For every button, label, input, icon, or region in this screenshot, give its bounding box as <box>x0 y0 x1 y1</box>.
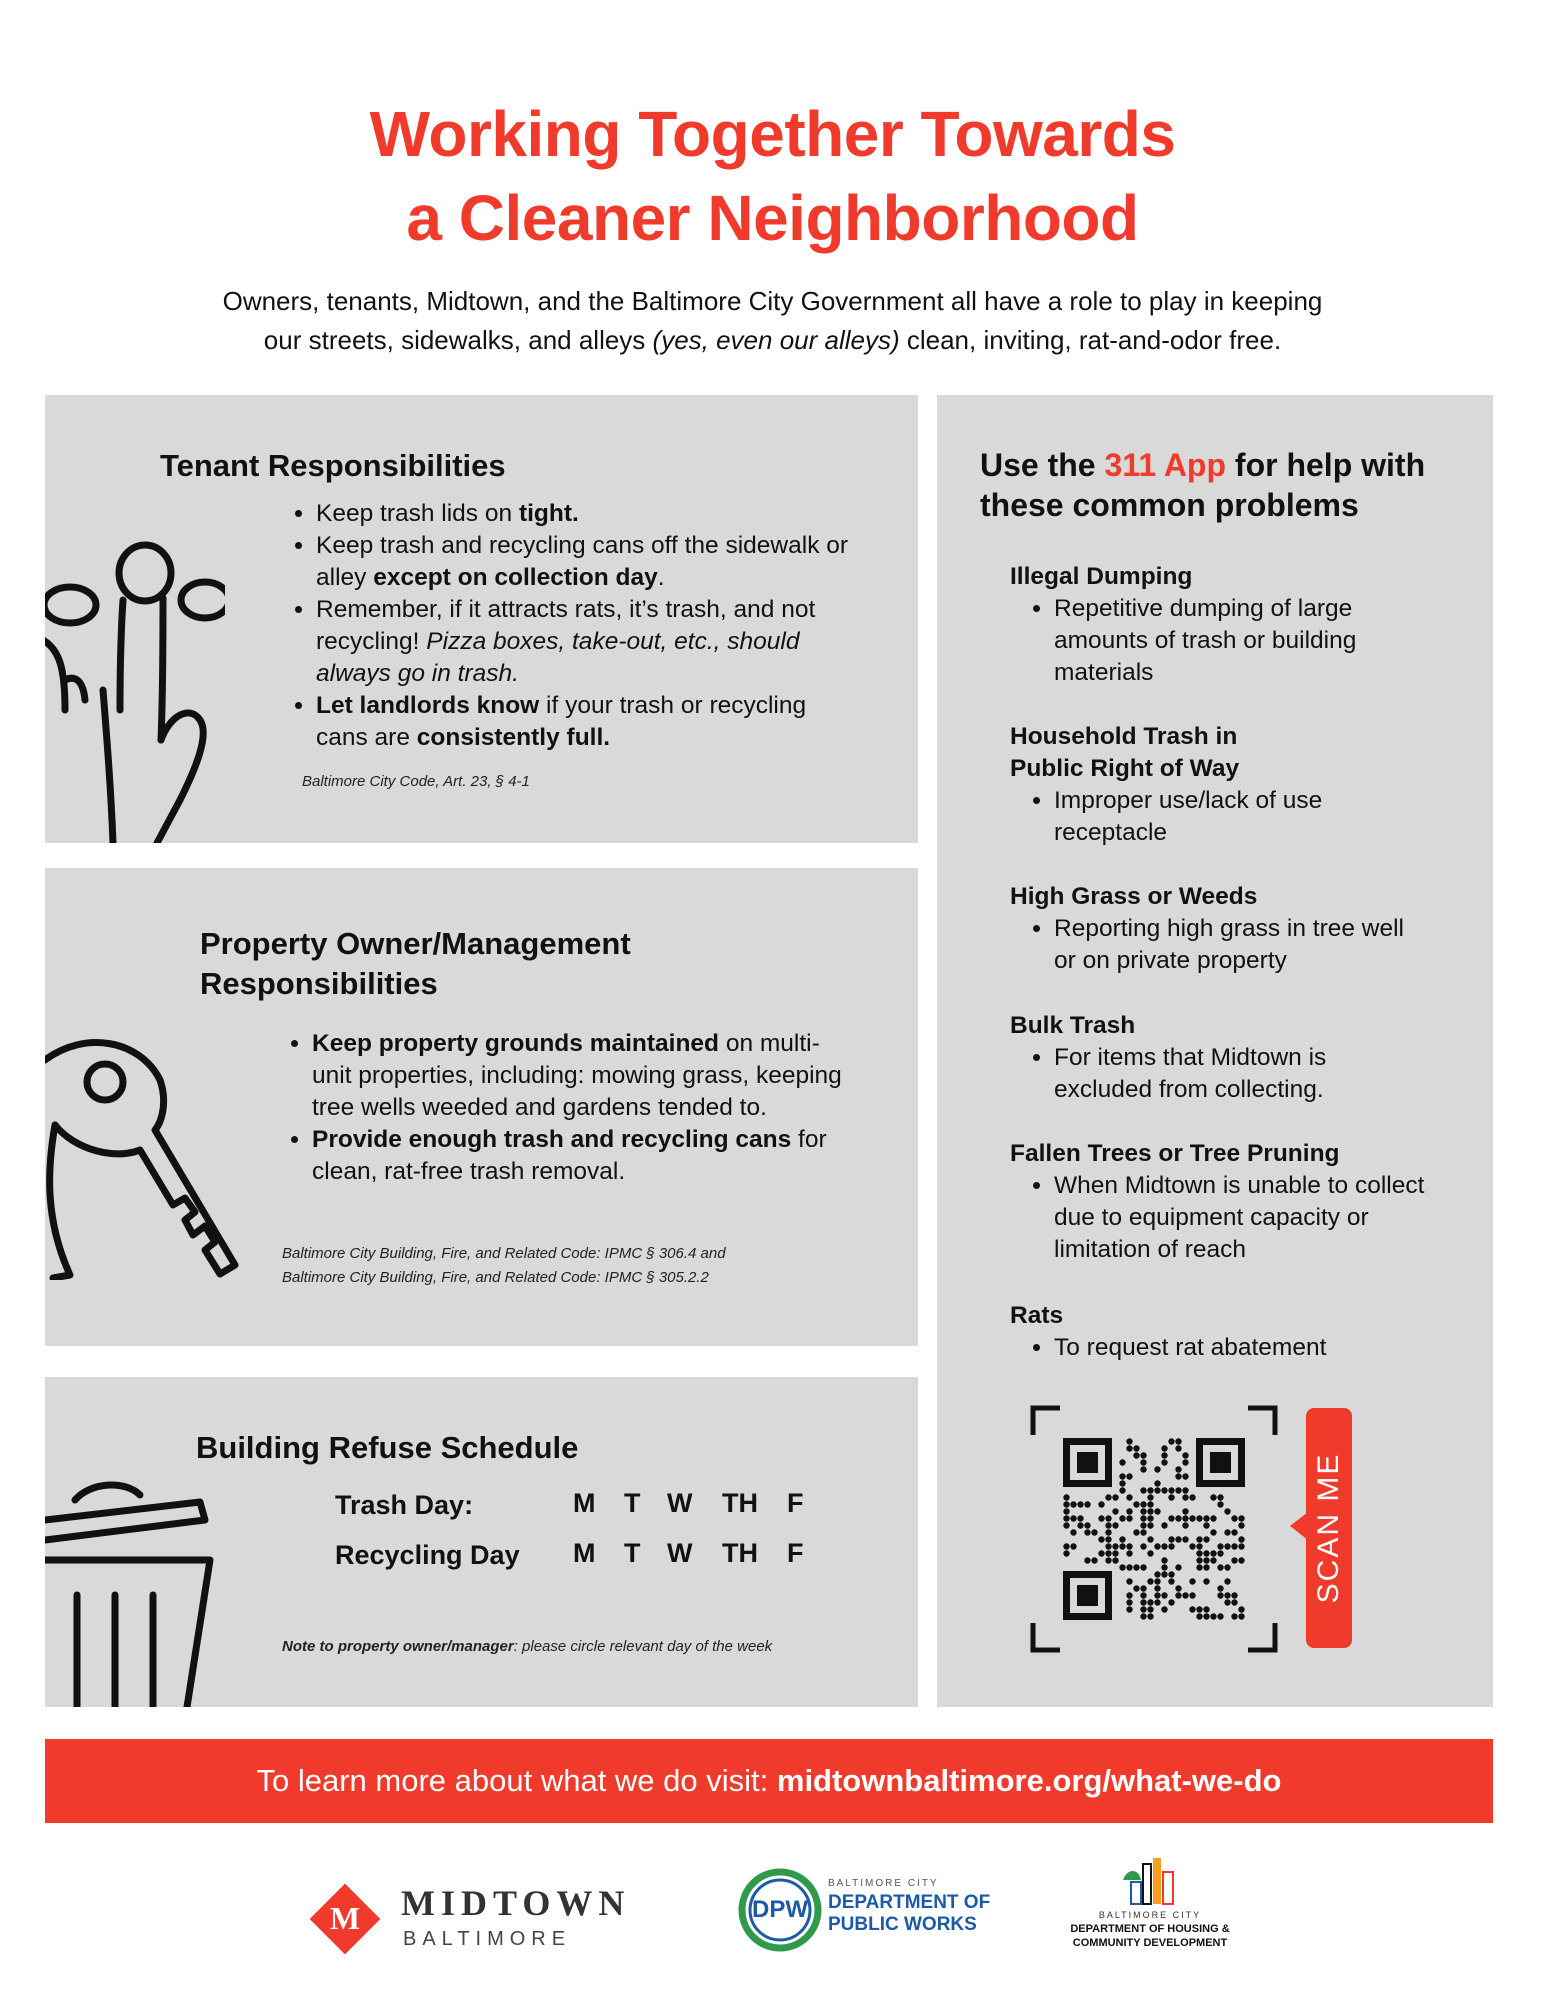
problem-title: High Grass or Weeds <box>1010 883 1258 910</box>
bullet-italic: Pizza boxes, take-out, etc., should always go in trash. <box>316 628 800 687</box>
problem-block <box>1010 721 1310 785</box>
list-item: • To request rat abatement <box>1054 1332 1430 1364</box>
list-item: • Improper use/lack of use receptacle <box>1054 785 1370 849</box>
note-text: : please circle relevant day of the week <box>513 1638 773 1655</box>
dhcd-buildings-icon <box>1115 1858 1185 1906</box>
problem-title: Bulk Trash <box>1010 1012 1136 1039</box>
title-line-2: a Cleaner Neighborhood <box>406 182 1139 254</box>
list-item: • Reporting high grass in tree well or on private property <box>1054 913 1410 977</box>
note-bold: Note to property owner/manager <box>282 1638 514 1655</box>
list-item <box>316 530 862 594</box>
bullet-text: Remember, if it attracts rats, it’s trash, and not recycling! <box>316 596 816 655</box>
bullet-text: on multi-unit properties, including: mowing grass, keeping tree wells weeded and gardens tended to. <box>312 1030 842 1121</box>
app311-heading <box>980 445 1425 525</box>
problem-list <box>1010 785 1370 849</box>
list-item: • When Midtown is unable to collect due to equipment capacity or limitation of reach <box>1054 1170 1430 1266</box>
problem-list <box>1010 593 1430 689</box>
problem-block <box>1010 1300 1430 1364</box>
problem-block-list <box>1010 785 1370 849</box>
day-option[interactable]: T <box>624 1488 641 1518</box>
owner-list <box>278 1028 853 1188</box>
list-item <box>312 1124 853 1188</box>
problem-title: Rats <box>1010 1302 1064 1329</box>
intro-paragraph <box>120 282 1425 360</box>
midtown-mark: M <box>329 1900 361 1936</box>
intro-emphasis: (yes, even our alleys) <box>652 325 900 355</box>
problem-title: Household Trash in Public Right of Way <box>1010 723 1240 782</box>
list-item: • For items that Midtown is excluded from collecting. <box>1054 1042 1410 1106</box>
finger-string-icon <box>45 540 225 843</box>
dpw-line-1: DEPARTMENT OF <box>828 1892 991 1913</box>
midtown-sub: BALTIMORE <box>403 1928 572 1950</box>
page-title <box>0 92 1545 260</box>
dpw-small: BALTIMORE CITY <box>828 1878 939 1889</box>
intro-line-2 <box>120 321 1425 360</box>
intro-text: our streets, sidewalks, and alleys <box>263 325 653 355</box>
recycling-day-label: Recycling Day <box>335 1540 520 1570</box>
title-line-1: Working Together Towards <box>369 98 1176 170</box>
day-option[interactable]: W <box>667 1488 693 1518</box>
day-option[interactable]: TH <box>722 1538 758 1568</box>
day-option[interactable]: T <box>624 1538 641 1568</box>
owner-list-wrap <box>278 1028 853 1188</box>
scan-pointer-icon <box>1290 1512 1308 1540</box>
list-item: • Repetitive dumping of large amounts of trash or building materials <box>1054 593 1430 689</box>
bullet-bold: Let landlords know <box>316 692 540 719</box>
owner-heading <box>200 924 631 1004</box>
bullet-text: for clean, rat-free trash removal. <box>312 1126 827 1185</box>
list-item <box>316 690 862 754</box>
key-icon <box>45 1030 245 1280</box>
midtown-name: MIDTOWN <box>401 1883 631 1923</box>
owner-heading-line-1: Property Owner/Management <box>200 926 631 961</box>
owner-citation <box>282 1242 726 1290</box>
owner-citation-line-1: Baltimore City Building, Fire, and Related Code: IPMC § 306.4 and <box>282 1245 726 1262</box>
trash-day-label: Trash Day: <box>335 1490 474 1520</box>
bullet-bold: tight. <box>518 500 579 527</box>
bullet-bold: except on collection day <box>373 564 658 591</box>
intro-line-1: Owners, tenants, Midtown, and the Baltimore City Government all have a role to play in keeping <box>222 286 1323 316</box>
day-option[interactable]: M <box>573 1488 596 1518</box>
dpw-mark: DPW <box>752 1896 808 1923</box>
app311-heading-line-1 <box>980 445 1425 485</box>
problem-title: Fallen Trees or Tree Pruning <box>1010 1140 1340 1167</box>
owner-heading-line-2: Responsibilities <box>200 966 438 1001</box>
list-item <box>316 498 862 530</box>
day-option[interactable]: F <box>787 1538 804 1568</box>
problem-list <box>1010 1170 1430 1266</box>
tenant-citation: Baltimore City Code, Art. 23, § 4-1 <box>302 773 530 790</box>
dhcd-line-2: COMMUNITY DEVELOPMENT <box>1072 1937 1228 1949</box>
list-item <box>316 594 862 690</box>
intro-text-end: clean, inviting, rat-and-odor free. <box>899 325 1282 355</box>
problem-title: Illegal Dumping <box>1010 563 1193 590</box>
bullet-bold: Provide enough trash and recycling cans <box>312 1126 792 1153</box>
bullet-text: Keep trash and recycling cans off the sidewalk or alley <box>316 532 849 591</box>
day-option[interactable]: TH <box>722 1488 758 1518</box>
heading-text: for help with <box>1226 447 1426 483</box>
problem-block <box>1010 561 1430 689</box>
bullet-text: Keep trash lids on <box>316 500 519 527</box>
qr-code[interactable] <box>1030 1405 1278 1653</box>
tenant-list <box>282 498 862 754</box>
tenant-list-wrap <box>282 498 862 754</box>
trash-can-icon <box>45 1480 225 1707</box>
day-option[interactable]: F <box>787 1488 804 1518</box>
bullet-bold: Keep property grounds maintained <box>312 1030 720 1057</box>
footer-link[interactable]: midtownbaltimore.org/what-we-do <box>776 1763 1282 1798</box>
problem-list <box>1010 913 1410 977</box>
problem-block <box>1010 1138 1430 1266</box>
problem-list <box>1010 1042 1410 1106</box>
dhcd-line-1: DEPARTMENT OF HOUSING & <box>1070 1923 1230 1935</box>
app311-heading-line-2: these common problems <box>980 487 1359 523</box>
problem-block <box>1010 1010 1410 1106</box>
list-item <box>312 1028 853 1124</box>
heading-text: Use the <box>980 447 1105 483</box>
bullet-text: . <box>657 564 665 591</box>
scan-me-tab[interactable] <box>1306 1408 1352 1648</box>
tenant-heading: Tenant Responsibilities <box>160 448 506 483</box>
dpw-line-2: PUBLIC WORKS <box>828 1914 977 1935</box>
app-name: 311 App <box>1104 447 1227 483</box>
scan-me-label: SCAN ME <box>1312 1452 1345 1604</box>
problem-block <box>1010 881 1410 977</box>
bullet-bold: consistently full. <box>416 724 611 751</box>
day-option[interactable]: M <box>573 1538 596 1568</box>
owner-citation-line-2: Baltimore City Building, Fire, and Related Code: IPMC § 305.2.2 <box>282 1269 709 1286</box>
bullet-text: if your trash or recycling cans are <box>316 692 807 751</box>
schedule-heading: Building Refuse Schedule <box>196 1430 579 1465</box>
problem-list <box>1010 1332 1430 1364</box>
schedule-note <box>282 1635 772 1659</box>
footer-banner <box>45 1739 1493 1823</box>
day-option[interactable]: W <box>667 1538 693 1568</box>
footer-text: To learn more about what we do visit: <box>256 1763 777 1798</box>
dhcd-small: BALTIMORE CITY <box>1098 1910 1202 1920</box>
